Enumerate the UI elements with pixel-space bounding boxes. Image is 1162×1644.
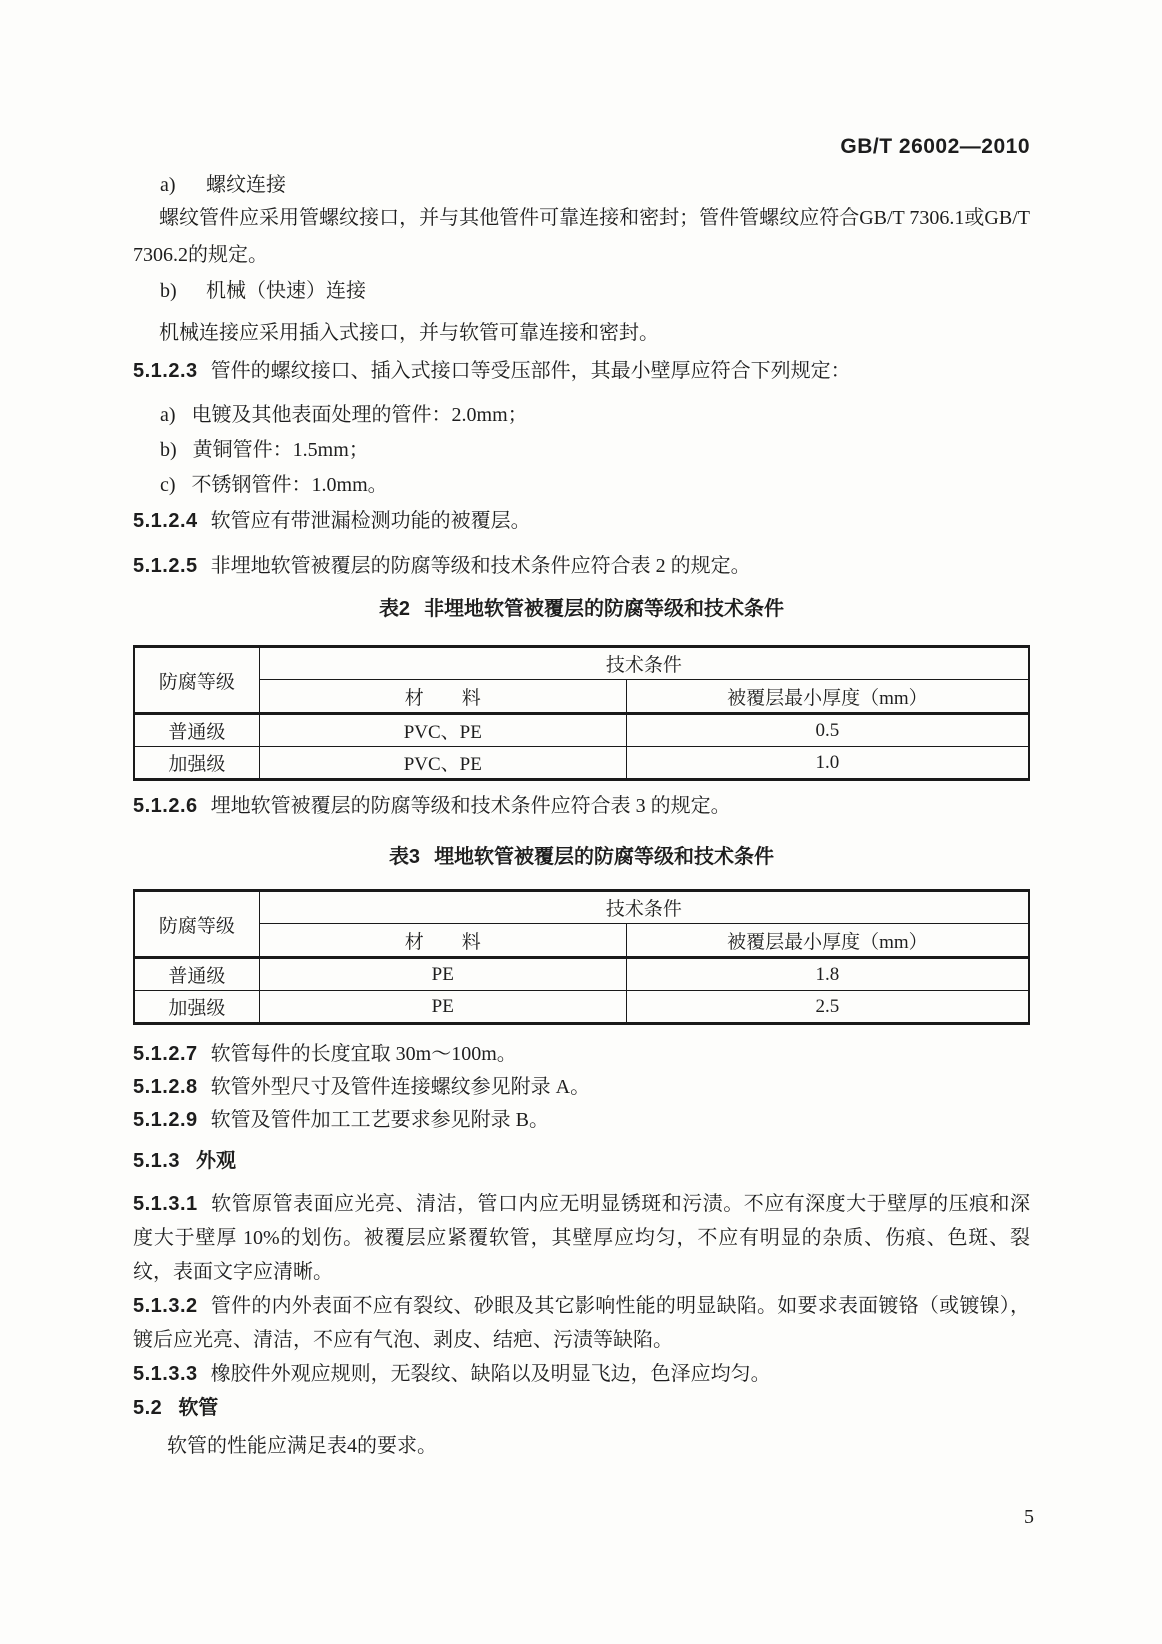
clause-number: 5.1.3.2 [133,1295,198,1317]
intro-item-a-body: 螺纹管件应采用管螺纹接口，并与其他管件可靠连接和密封；管件管螺纹应符合GB/T 7306.1或GB/T 7306.2的规定。 [133,207,1030,266]
material-cell: PE [259,958,626,991]
clause-number: 5.2 [133,1397,163,1419]
intro-item-a [133,170,1030,200]
material-cell: PVC、PE [259,714,626,747]
clause-number: 5.1.3 [133,1150,180,1172]
list-label: a) [160,404,176,426]
clause-number: 5.1.2.9 [133,1109,198,1131]
list-label-a: a) [160,174,176,196]
table-2-caption: 非埋地软管被覆层的防腐等级和技术条件 [424,598,785,620]
list-item-text: 电镀及其他表面处理的管件：2.0mm； [191,404,528,426]
clause-5-2-intro: 软管的性能应满足表4的要求。 [167,1435,437,1457]
clause-number: 5.1.3.3 [133,1363,198,1385]
table-2-header-thickness: 被覆层最小厚度（mm） [626,680,1029,714]
table-3-label: 表3 [388,846,421,868]
clause-text: 软管外型尺寸及管件连接螺纹参见附录 A。 [210,1076,591,1098]
grade-cell: 普通级 [134,958,259,991]
clause-5-1-2-7 [133,1039,1030,1069]
clause-number: 5.1.2.3 [133,360,198,382]
thickness-cell: 0.5 [626,714,1029,747]
intro-item-a-title: 螺纹连接 [206,174,286,196]
list-item [133,398,1030,433]
table-2-label: 表2 [378,598,411,620]
clause-5-1-3-2 [133,1289,1030,1357]
list-label: c) [160,474,176,496]
clause-text: 软管应有带泄漏检测功能的被覆层。 [210,510,531,532]
clause-number: 5.1.2.6 [133,795,198,817]
table-2 [133,645,1030,781]
table-2-header-material: 材 料 [259,680,626,714]
clause-text: 非埋地软管被覆层的防腐等级和技术条件应符合表 2 的规定。 [210,555,751,577]
clause-text: 软管每件的长度宜取 30m～100m。 [210,1043,517,1065]
clause-5-1-2-4 [133,506,1030,536]
table-3-header-group: 技术条件 [259,891,1029,924]
thickness-cell: 1.8 [626,958,1029,991]
list-item-text: 黄铜管件：1.5mm； [192,439,369,461]
clause-5-1-2-8 [133,1072,1030,1102]
table-2-header-grade: 防腐等级 [134,647,259,714]
material-cell: PE [259,991,626,1024]
list-label: b) [160,439,177,461]
list-item-text: 不锈钢管件：1.0mm。 [191,474,388,496]
grade-cell: 加强级 [134,747,259,780]
table-row [134,714,1029,747]
section-heading-5-1-3 [133,1146,1030,1176]
table-row [134,747,1029,780]
clause-5-1-3-3 [133,1357,1030,1391]
intro-item-b-body: 机械连接应采用插入式接口，并与软管可靠连接和密封。 [159,322,659,344]
section-title: 外观 [195,1150,236,1172]
intro-item-b [133,276,1030,306]
table-3-title [133,842,1030,872]
grade-cell: 加强级 [134,991,259,1024]
table-2-header-group: 技术条件 [259,647,1029,680]
clause-number: 5.1.2.8 [133,1076,198,1098]
clause-5-1-2-3 [133,356,1030,386]
clause-text: 管件的内外表面不应有裂纹、砂眼及其它影响性能的明显缺陷。如要求表面镀铬（或镀镍），镀后应光亮、清洁，不应有气泡、剥皮、结疤、污渍等缺陷。 [133,1295,1030,1351]
clause-text: 埋地软管被覆层的防腐等级和技术条件应符合表 3 的规定。 [210,795,731,817]
clause-5-1-2-9 [133,1105,1030,1135]
clause-number: 5.1.2.4 [133,510,198,532]
list-label-b: b) [160,280,177,302]
list-item [133,468,1030,503]
thickness-cell: 2.5 [626,991,1029,1024]
clause-number: 5.1.3.1 [133,1193,198,1215]
list-item [133,433,1030,468]
clause-5-1-2-5 [133,551,1030,581]
table-3-header-thickness: 被覆层最小厚度（mm） [626,924,1029,958]
table-3-header-material: 材 料 [259,924,626,958]
clause-text: 管件的螺纹接口、插入式接口等受压部件，其最小壁厚应符合下列规定： [210,360,851,382]
page-number: 5 [1024,1506,1034,1528]
clause-number: 5.1.2.7 [133,1043,198,1065]
clause-5-1-2-6 [133,791,1030,821]
clause-text: 橡胶件外观应规则，无裂纹、缺陷以及明显飞边，色泽应均匀。 [210,1363,771,1385]
thickness-cell: 1.0 [626,747,1029,780]
intro-item-b-title: 机械（快速）连接 [206,280,366,302]
table-3 [133,889,1030,1025]
table-row [134,958,1029,991]
clause-text: 软管原管表面应光亮、清洁，管口内应无明显锈斑和污渍。不应有深度大于壁厚的压痕和深度大于壁厚 10%的划伤。被覆层应紧覆软管，其壁厚应均匀，不应有明显的杂质、伤痕、色斑、裂纹，表面文字应清晰。 [133,1193,1030,1283]
wall-thickness-list [133,398,1030,503]
section-heading-5-2 [133,1393,1030,1423]
table-2-title [133,594,1030,624]
section-title: 软管 [178,1397,219,1419]
clause-5-1-3-1 [133,1187,1030,1289]
material-cell: PVC、PE [259,747,626,780]
table-row [134,991,1029,1024]
clause-text: 软管及管件加工工艺要求参见附录 B。 [210,1109,550,1131]
table-3-caption: 埋地软管被覆层的防腐等级和技术条件 [434,846,775,868]
table-3-header-grade: 防腐等级 [134,891,259,958]
grade-cell: 普通级 [134,714,259,747]
clause-number: 5.1.2.5 [133,555,198,577]
standard-code: GB/T 26002—2010 [840,135,1030,158]
